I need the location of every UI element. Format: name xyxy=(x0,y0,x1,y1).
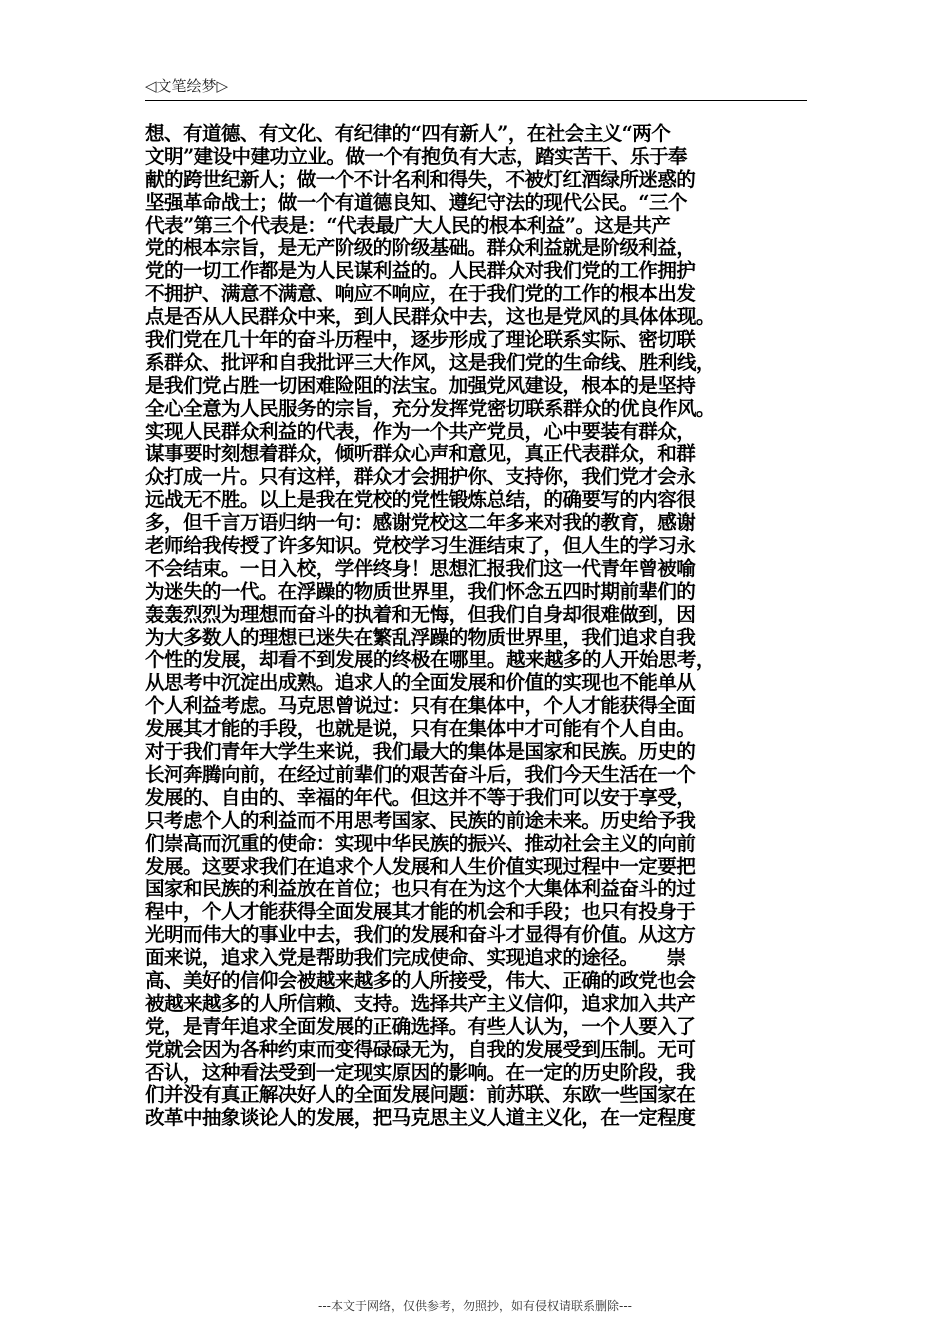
text-line: 否认，这种看法受到一定现实原因的影响。在一定的历史阶段，我 xyxy=(145,1060,696,1084)
text-line: 从思考中沉淀出成熟。追求人的全面发展和价值的实现也不能单从 xyxy=(145,671,696,695)
text-line: 面来说，追求入党是帮助我们完成使命、实现追求的途径。 崇 xyxy=(145,946,686,970)
text-line: 多，但千言万语归纳一句：感谢党校这二年多来对我的教育，感谢 xyxy=(145,511,696,535)
text-line: 只考虑个人的利益而不用思考国家、民族的前途未来。历史给予我 xyxy=(145,808,696,832)
text-line: 实现人民群众利益的代表，作为一个共产党员，心中要装有群众， xyxy=(145,419,696,443)
text-line: 党的一切工作都是为人民谋利益的。人民群众对我们党的工作拥护 xyxy=(145,259,696,283)
text-line: 党就会因为各种约束而变得碌碌无为，自我的发展受到压制。无可 xyxy=(145,1037,696,1061)
text-line: 文明”建设中建功立业。做一个有抱负有大志，踏实苦干、乐于奉 xyxy=(145,144,687,168)
text-line: 党的根本宗旨，是无产阶级的阶级基础。群众利益就是阶级利益， xyxy=(145,236,696,260)
text-line: 高、美好的信仰会被越来越多的人所接受，伟大、正确的政党也会 xyxy=(145,968,696,992)
text-line: 程中，个人才能获得全面发展其才能的机会和手段；也只有投身于 xyxy=(145,900,696,924)
page-header xyxy=(145,74,807,101)
text-line: 不会结束。一日入校，学伴终身！思想汇报我们这一代青年曾被喻 xyxy=(145,556,696,580)
text-line: 个人利益考虑。马克思曾说过：只有在集体中，个人才能获得全面 xyxy=(145,694,696,718)
body-text xyxy=(145,123,825,1130)
text-line: 系群众、批评和自我批评三大作风，这是我们党的生命线、胜利线， xyxy=(145,350,715,374)
text-line: 个性的发展，却看不到发展的终极在哪里。越来越多的人开始思考， xyxy=(145,648,715,672)
text-line: 光明而伟大的事业中去，我们的发展和奋斗才显得有价值。从这方 xyxy=(145,923,696,947)
text-line: 远战无不胜。以上是我在党校的党性锻炼总结，的确要写的内容很 xyxy=(145,488,696,512)
text-line: 党，是青年追求全面发展的正确选择。有些人认为，一个人要入了 xyxy=(145,1014,696,1038)
text-line: 长河奔腾向前，在经过前辈们的艰苦奋斗后，我们今天生活在一个 xyxy=(145,762,696,786)
text-line: 是我们党占胜一切困难险阻的法宝。加强党风建设，根本的是坚持 xyxy=(145,373,696,397)
text-line: 们崇高而沉重的使命：实现中华民族的振兴、推动社会主义的向前 xyxy=(145,831,696,855)
text-line: 全心全意为人民服务的宗旨，充分发挥党密切联系群众的优良作风。 xyxy=(145,396,715,420)
text-line: 点是否从人民群众中来，到人民群众中去，这也是党风的具体体现。 xyxy=(145,305,715,329)
text-line: 对于我们青年大学生来说，我们最大的集体是国家和民族。历史的 xyxy=(145,740,696,764)
text-line: 想、有道德、有文化、有纪律的“四有新人”，在社会主义“两个 xyxy=(145,122,671,145)
text-line: 发展的、自由的、幸福的年代。但这并不等于我们可以安于享受， xyxy=(145,785,696,809)
text-line: 不拥护、满意不满意、响应不响应，在于我们党的工作的根本出发 xyxy=(145,282,696,306)
page-footer: ---本文于网络，仅供参考，勿照抄，如有侵权请联系删除--- xyxy=(318,1299,632,1313)
text-line: 坚强革命战士；做一个有道德良知、遵纪守法的现代公民。“三个 xyxy=(145,190,687,214)
text-line: 众打成一片。只有这样，群众才会拥护你、支持你，我们党才会永 xyxy=(145,465,696,489)
text-line: 被越来越多的人所信赖、支持。选择共产主义信仰，追求加入共产 xyxy=(145,991,696,1015)
text-line: 发展。这要求我们在追求个人发展和人生价值实现过程中一定要把 xyxy=(145,854,696,878)
text-line: 为迷失的一代。在浮躁的物质世界里，我们怀念五四时期前辈们的 xyxy=(145,579,696,603)
text-line: 轰轰烈烈为理想而奋斗的执着和无悔，但我们自身却很难做到，因 xyxy=(145,602,696,626)
text-line: 改革中抽象谈论人的发展，把马克思主义人道主义化，在一定程度 xyxy=(145,1106,696,1130)
text-line: 国家和民族的利益放在首位；也只有在为这个大集体利益奋斗的过 xyxy=(145,877,696,901)
text-line: 为大多数人的理想已迷失在繁乱浮躁的物质世界里，我们追求自我 xyxy=(145,625,696,649)
header-title: ◁文笔绘梦▷ xyxy=(145,77,229,95)
text-line: 们并没有真正解决好人的全面发展问题：前苏联、东欧一些国家在 xyxy=(145,1083,696,1107)
text-line: 发展其才能的手段，也就是说，只有在集体中才可能有个人自由。 xyxy=(145,717,696,741)
text-line: 谋事要时刻想着群众，倾听群众心声和意见，真正代表群众，和群 xyxy=(145,442,696,466)
text-line: 代表”第三个代表是：“代表最广大人民的根本利益”。这是共产 xyxy=(145,213,671,237)
text-line: 我们党在几十年的奋斗历程中，逐步形成了理论联系实际、密切联 xyxy=(145,328,696,352)
text-line: 老师给我传授了许多知识。党校学习生涯结束了，但人生的学习永 xyxy=(145,534,696,558)
text-line: 献的跨世纪新人；做一个不计名利和得失，不被灯红酒绿所迷惑的 xyxy=(145,167,696,191)
